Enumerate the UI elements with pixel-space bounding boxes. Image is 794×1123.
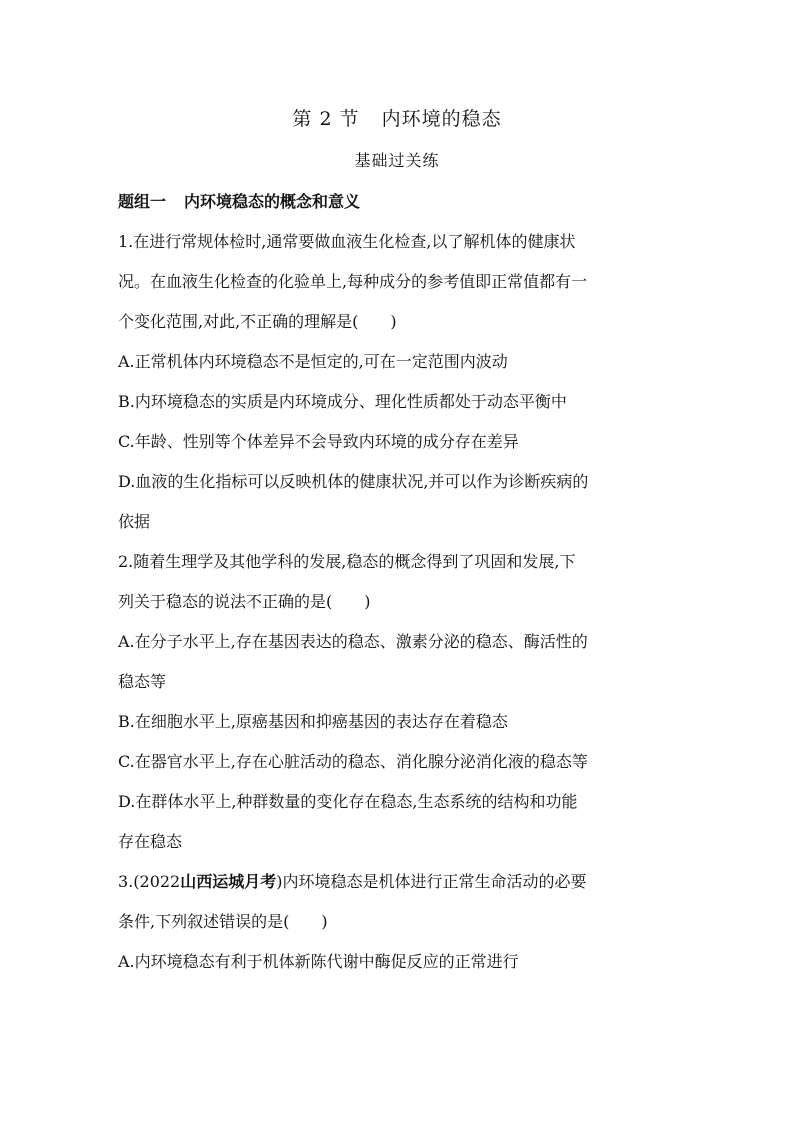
group-title: 内环境稳态的概念和意义 — [184, 192, 361, 211]
question-1-option-c: C.年龄、性别等个体差异不会导致内环境的成分存在差异 — [118, 432, 519, 451]
question-2-option-c: C.在器官水平上,存在心脏活动的稳态、消化腺分泌消化液的稳态等 — [118, 752, 588, 771]
question-1-stem-line-3: 个变化范围,对此,不正确的理解是( ) — [118, 312, 397, 331]
question-1-option-d-cont: 依据 — [118, 512, 151, 531]
question-1 — [118, 222, 678, 542]
question-3-source: 山西运城月考 — [180, 872, 277, 891]
question-3 — [118, 862, 678, 982]
question-1-option-a: A.正常机体内环境稳态不是恒定的,可在一定范围内波动 — [118, 352, 508, 371]
group-label: 题组一 — [118, 192, 167, 211]
question-3-prefix: 3.(2022 — [118, 872, 181, 891]
question-2-stem-line-1: 2.随着生理学及其他学科的发展,稳态的概念得到了巩固和发展,下 — [118, 552, 576, 571]
question-2-option-b: B.在细胞水平上,原癌基因和抑癌基因的表达存在着稳态 — [118, 712, 508, 731]
question-2-option-d-cont: 存在稳态 — [118, 832, 183, 851]
question-1-option-d: D.血液的生化指标可以反映机体的健康状况,并可以作为诊断疾病的 — [118, 472, 589, 491]
section-title: 内环境的稳态 — [381, 108, 502, 130]
question-3-suffix: )内环境稳态是机体进行正常生命活动的必要 — [276, 872, 587, 891]
group-heading — [118, 186, 678, 218]
question-1-stem-line-2: 况。在血液生化检查的化验单上,每种成分的参考值即正常值都有一 — [118, 272, 588, 291]
section-number: 第 2 节 — [292, 108, 360, 130]
question-2-option-d: D.在群体水平上,种群数量的变化存在稳态,生态系统的结构和功能 — [118, 792, 578, 811]
question-1-option-b: B.内环境稳态的实质是内环境成分、理化性质都处于动态平衡中 — [118, 392, 567, 411]
question-1-stem-line-1: 1.在进行常规体检时,通常要做血液生化检查,以了解机体的健康状 — [118, 232, 576, 251]
page-title — [0, 104, 794, 131]
question-2-option-a: A.在分子水平上,存在基因表达的稳态、激素分泌的稳态、酶活性的 — [118, 632, 588, 651]
page-subtitle: 基础过关练 — [354, 151, 440, 170]
question-3-stem-line-2: 条件,下列叙述错误的是( ) — [118, 912, 328, 931]
question-2 — [118, 542, 678, 862]
question-3-option-a: A.内环境稳态有利于机体新陈代谢中酶促反应的正常进行 — [118, 952, 519, 971]
question-3-stem-line-1 — [118, 862, 678, 902]
question-2-stem-line-2: 列关于稳态的说法不正确的是( ) — [118, 592, 371, 611]
question-content — [118, 186, 678, 982]
question-2-option-a-cont: 稳态等 — [118, 672, 167, 691]
